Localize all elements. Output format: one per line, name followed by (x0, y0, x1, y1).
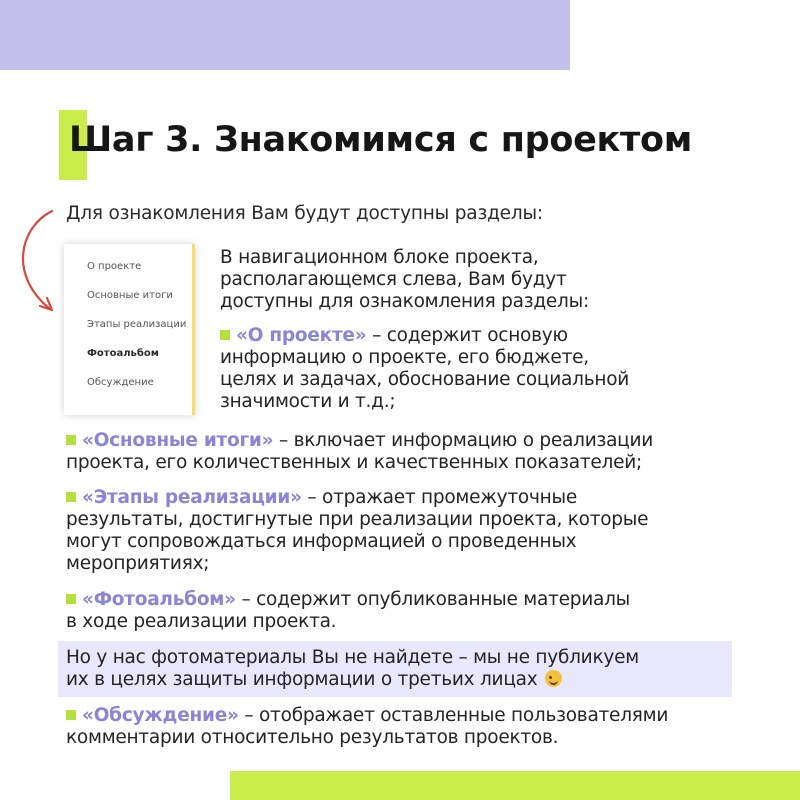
section-about: «О проекте» – содержит основую информацию о проекте, его бюджете, целях и задачах, обоснование социальной значимости и т.д.; (220, 325, 630, 412)
section-stages-name: «Этапы реализации» (82, 487, 302, 508)
section-discussion: «Обсуждение» – отображает оставленные пользователями комментарии относительно результатов проектов. (66, 705, 669, 748)
bullet-icon (66, 435, 76, 445)
bullet-icon (66, 492, 76, 502)
curved-arrow-icon (10, 205, 70, 320)
section-results: «Основные итоги» – включает информацию о реализации проекта, его количественных и качественных показателей; (66, 430, 654, 473)
section-stages: «Этапы реализации» – отражает промежуточные результаты, достигнутые при реализации проекта, которые могут сопровождаться информацией о проведенных мероприятиях; (66, 487, 649, 574)
note-text: Но у нас фотоматериалы Вы не найдете – мы не публикуем их в целях защиты информации о третьих лицах (66, 647, 639, 690)
nav-item-stages: Этапы реализации (87, 319, 187, 330)
navigation-block-preview (64, 244, 195, 415)
wink-emoji-icon (545, 670, 562, 687)
nav-item-discussion: Обсуждение (87, 377, 154, 388)
top-decorative-band (0, 0, 570, 70)
bottom-decorative-band (230, 771, 800, 800)
bullet-icon (66, 710, 76, 720)
section-photo: «Фотоальбом» – содержит опубликованные материалы в ходе реализации проекта. (66, 589, 631, 632)
section-results-name: «Основные итоги» (82, 430, 274, 451)
nav-item-results: Основные итоги (87, 290, 173, 301)
nav-item-photo: Фотоальбом (87, 348, 159, 359)
section-about-name: «О проекте» (236, 325, 367, 346)
section-photo-name: «Фотоальбом» (82, 589, 236, 610)
bullet-icon (66, 594, 76, 604)
section-discussion-name: «Обсуждение» (82, 705, 239, 726)
intro-text: Для ознакомления Вам будут доступны разделы: (66, 203, 543, 224)
bullet-icon (220, 330, 230, 340)
description-paragraph: В навигационном блоке проекта, располагающемся слева, Вам будут доступны для ознакомления разделы: (220, 247, 589, 312)
page-title: Шаг 3. Знакомимся с проектом (69, 120, 693, 160)
nav-item-about: О проекте (87, 261, 142, 272)
